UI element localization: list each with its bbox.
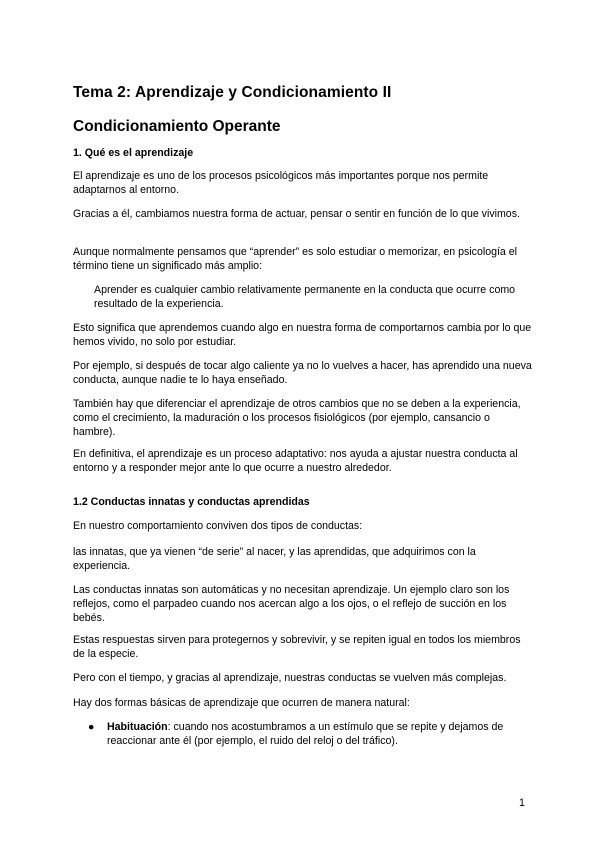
paragraph: El aprendizaje es uno de los procesos psicológicos más importantes porque nos permite adaptarnos al entorno. <box>73 170 489 196</box>
list-item-term: Habituación <box>107 721 168 733</box>
paragraph: Gracias a él, cambiamos nuestra forma de actuar, pensar o sentir en función de lo que vivimos. <box>73 208 520 220</box>
paragraph: Pero con el tiempo, y gracias al aprendizaje, nuestras conductas se vuelven más complejas. <box>73 672 507 684</box>
paragraph: Aunque normalmente pensamos que “aprender” es solo estudiar o memorizar, en psicología el término tiene un significado más amplio: <box>73 246 518 272</box>
definition-quote: Aprender es cualquier cambio relativamente permanente en la conducta que ocurre como resultado de la experiencia. <box>94 284 516 310</box>
document-subtitle: Condicionamiento Operante <box>73 118 281 135</box>
document-title: Tema 2: Aprendizaje y Condicionamiento II <box>73 84 392 101</box>
paragraph: Las conductas innatas son automáticas y no necesitan aprendizaje. Un ejemplo claro son los reflejos, como el parpadeo cuando nos acercan algo a los ojos, o el reflejo de succión en los bebés. <box>73 584 510 624</box>
paragraph: Esto significa que aprendemos cuando algo en nuestra forma de comportarnos cambia por lo que hemos vivido, no solo por estudiar. <box>73 322 532 348</box>
paragraph: En definitiva, el aprendizaje es un proceso adaptativo: nos ayuda a ajustar nuestra conducta al entorno y a responder mejor ante lo que ocurre a nuestro alrededor. <box>73 448 518 474</box>
paragraph: En nuestro comportamiento conviven dos tipos de conductas: <box>73 520 363 532</box>
paragraph: Por ejemplo, si después de tocar algo caliente ya no lo vuelves a hacer, has aprendido una nueva conducta, aunque nadie te lo haya enseñado. <box>73 360 532 386</box>
paragraph: las innatas, que ya vienen “de serie” al nacer, y las aprendidas, que adquirimos con la experiencia. <box>73 546 476 572</box>
paragraph: También hay que diferenciar el aprendizaje de otros cambios que no se deben a la experiencia, como el crecimiento, la maduración o los procesos fisiológicos (por ejemplo, cansancio o hambre). <box>73 398 521 438</box>
section-heading-2: 1.2 Conductas innatas y conductas aprendidas <box>73 496 310 508</box>
paragraph: Hay dos formas básicas de aprendizaje que ocurren de manera natural: <box>73 697 410 709</box>
bullet-icon: ● <box>88 721 95 733</box>
paragraph: Estas respuestas sirven para protegernos y sobrevivir, y se repiten igual en todos los miembros de la especie. <box>73 634 521 660</box>
list-item-description: : cuando nos acostumbramos a un estímulo que se repite y dejamos de reaccionar ante él (por ejemplo, el ruido del reloj o del tráfico). <box>107 721 504 747</box>
page-number: 1 <box>519 797 525 809</box>
section-heading-1: 1. Qué es el aprendizaje <box>73 147 194 159</box>
list-item-text <box>107 720 533 748</box>
list-item <box>88 720 533 748</box>
